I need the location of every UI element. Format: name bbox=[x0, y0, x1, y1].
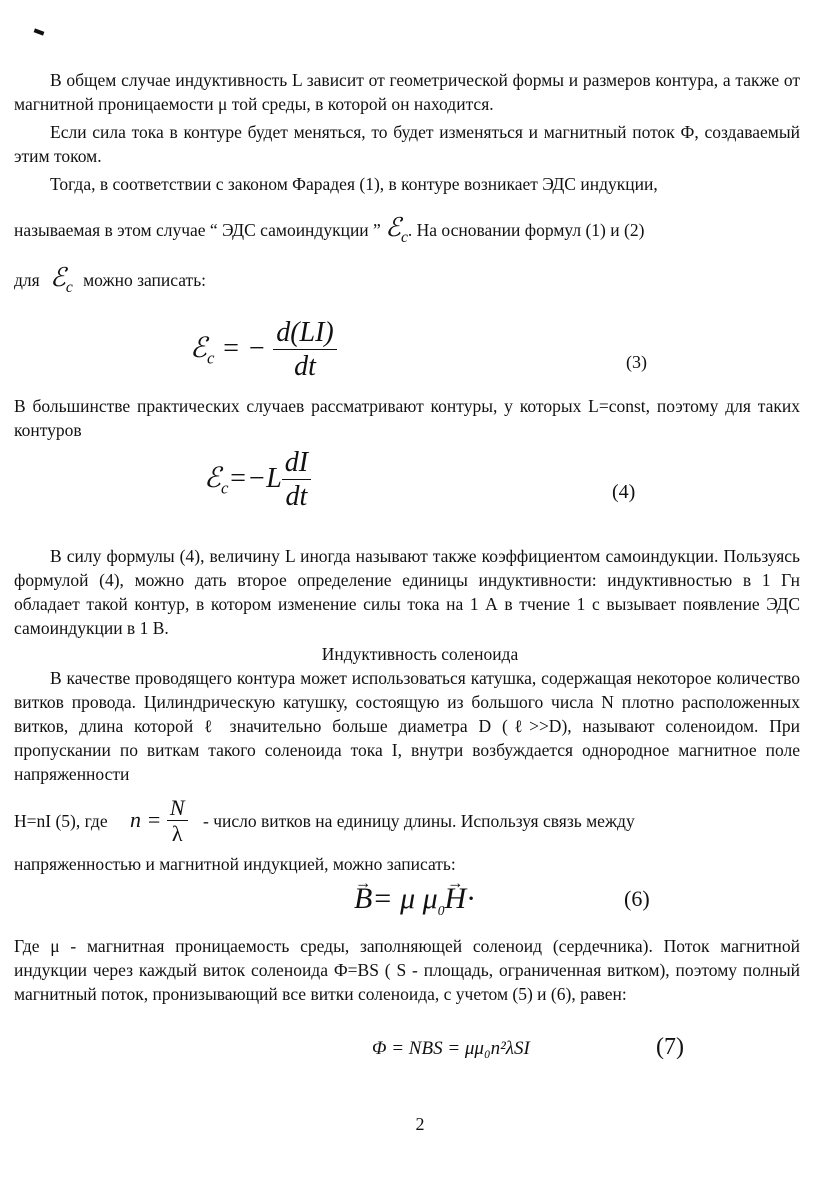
paragraph-self-induction-coefficient: В силу формулы (4), величину L иногда называют также коэффициентом самоиндукции. Пользуясь формулой (4), можно дать второе определение единицы индуктивности: индуктивностью в 1 Гн обладает такой контур, в котором изменение силы тока на 1 А в тчение 1 с вызывает появление ЭДС самоиндукции в 1 В. bbox=[14, 546, 800, 638]
paragraph-inductance-dependence: В общем случае индуктивность L зависит от геометрической формы и размеров контура, а также от магнитной проницаемости μ той среды, в которой он находится. bbox=[14, 70, 800, 114]
scan-mark bbox=[34, 28, 45, 35]
equation-4: ℰ$_c$=−L $\frac{dI}{dt}$ bbox=[204, 448, 311, 513]
paragraph-permeability: Где μ - магнитная проницаемость среды, заполняющей соленоид (сердечника). Поток магнитной индукции через каждый виток соленоида Ф=BS ( S - площадь, ограниченная витком), поэтому полный магнитный поток, пронизывающий все витки соленоида, с учетом (5) и (6), равен: bbox=[14, 936, 800, 1004]
paragraph-faraday-law: Тогда, в соответствии с законом Фарадея (1), в контуре возникает ЭДС индукции, bbox=[50, 174, 658, 194]
equation-4-number: (4) bbox=[612, 481, 636, 503]
equation-3-number: (3) bbox=[626, 352, 647, 372]
paragraph-solenoid: В качестве проводящего контура может использоваться катушка, содержащая некоторое количество витков провода. Цилиндрическую катушку, состоящую из большого числа N плотно расположенных витков, длина которой ℓ значительно больше диаметра D (ℓ>>D), называют соленоидом. При пропускании по виткам такого соленоида тока I, внутри возбуждается однородное магнитное поле напряженности bbox=[14, 668, 800, 784]
paragraph-current-change: Если сила тока в контуре будет меняться, то будет изменяться и магнитный поток Ф, создаваемый этим током. bbox=[14, 122, 800, 166]
paragraph-n-definition-line: H=nI (5), где n = $\frac{N}{\lambda}$ - число витков на единицу длины. Используя связь между bbox=[14, 795, 635, 847]
paragraph-induction-relation: напряженностью и магнитной индукцией, можно записать: bbox=[14, 854, 456, 874]
equation-7-number: (7) bbox=[656, 1034, 684, 1060]
paragraph-for-emf-line: для ℰ$_c$ можно записать: bbox=[14, 263, 207, 297]
equation-6-number: (6) bbox=[624, 886, 650, 911]
emf-symbol: ℰ$_c$ bbox=[385, 213, 408, 247]
equation-6: → B= μ $\mu_0\to H\cdot$ bbox=[354, 882, 476, 919]
section-heading: Индуктивность соленоида bbox=[321, 644, 519, 664]
emf-symbol-2: ℰ$_c$ bbox=[50, 263, 73, 297]
paragraph-l-const: В большинстве практических случаев рассматривают контуры, у которых L=const, поэтому для таких контуров bbox=[14, 396, 800, 440]
equation-7: Φ = NBS = μμ₀n²λSI bbox=[372, 1038, 530, 1059]
paragraph-self-induction-line: называемая в этом случае “ ЭДС самоиндукции ” ℰ$_c$. На основании формул (1) и (2) bbox=[14, 213, 645, 247]
page-number: 2 bbox=[415, 1114, 425, 1134]
equation-3: ℰ$_c$ = − $\frac{d(LI)}{dt}$ bbox=[190, 318, 337, 383]
n-formula: n = $\frac{N}{\lambda}$ bbox=[130, 807, 193, 832]
